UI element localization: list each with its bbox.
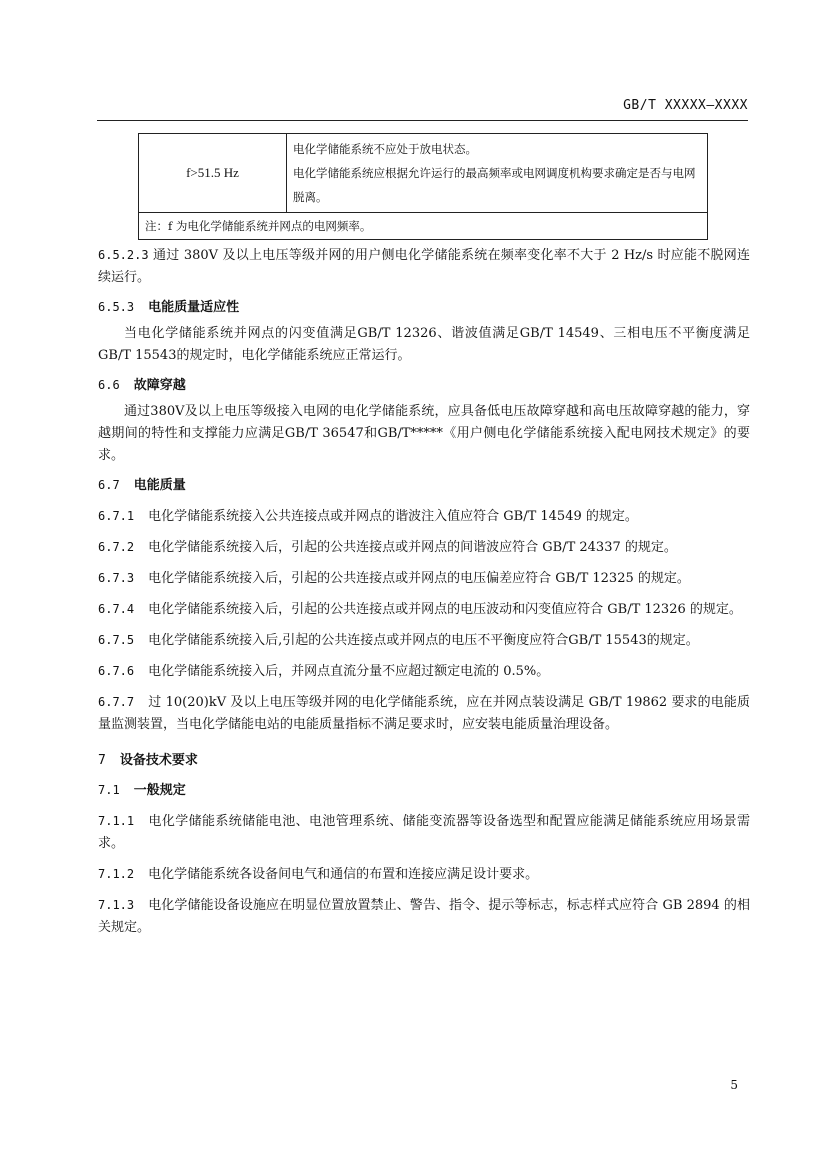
requirement-cell xyxy=(287,134,708,213)
clause-6-7-2 xyxy=(98,536,750,559)
document-body xyxy=(98,244,750,939)
clause-7-1-3 xyxy=(98,894,750,939)
table-row xyxy=(139,134,708,213)
header-rule xyxy=(97,120,748,121)
table-note: 注：f 为电化学储能系统并网点的电网频率。 xyxy=(139,213,708,240)
clause-number: 6.7.5 xyxy=(98,633,135,647)
clause-text: 电化学储能设备设施应在明显位置放置禁止、警告、指令、提示等标志，标志样式应符合 GB 2894 的相关规定。 xyxy=(98,898,750,935)
paragraph-6-5-3: 当电化学储能系统并网点的闪变值满足GB/T 12326、谐波值满足GB/T 14549、三相电压不平衡度满足GB/T 15543的规定时，电化学储能系统应正常运行。 xyxy=(98,326,750,363)
clause-7-1-1 xyxy=(98,810,750,855)
clause-6-7-6 xyxy=(98,660,750,683)
page-number: 5 xyxy=(730,1078,738,1092)
paragraph-6-6: 通过380V及以上电压等级接入电网的电化学储能系统，应具备低电压故障穿越和高电压故障穿越的能力，穿越期间的特性和支撑能力应满足GB/T 36547和GB/T*****《用户侧电化学储能系统接入配电网技术规定》的要求。 xyxy=(98,404,750,463)
clause-6-5-2-3 xyxy=(98,244,750,289)
clause-6-7-1 xyxy=(98,505,750,528)
frequency-requirement-table xyxy=(138,133,708,240)
heading-number: 7.1 xyxy=(98,783,120,797)
clause-text: 电化学储能系统储能电池、电池管理系统、储能变流器等设备选型和配置应能满足储能系统应用场景需求。 xyxy=(98,814,750,851)
heading-title: 设备技术要求 xyxy=(119,753,198,768)
table-note-row xyxy=(139,213,708,240)
clause-text: 电化学储能系统接入公共连接点或并网点的谐波注入值应符合 GB/T 14549 的规定。 xyxy=(148,509,638,524)
clause-number: 6.7.6 xyxy=(98,664,135,678)
clause-6-7-3 xyxy=(98,567,750,590)
clause-number: 6.7.2 xyxy=(98,540,135,554)
heading-7-1 xyxy=(98,779,750,802)
clause-text: 电化学储能系统接入后,引起的公共连接点或并网点的电压不平衡度应符合GB/T 15543的规定。 xyxy=(148,633,699,648)
heading-number: 6.7 xyxy=(98,478,120,492)
clause-number: 7.1.3 xyxy=(98,898,135,912)
heading-number: 6.6 xyxy=(98,378,120,392)
heading-title: 电能质量 xyxy=(133,478,186,493)
heading-6-6 xyxy=(98,374,750,397)
clause-number: 6.7.3 xyxy=(98,571,135,585)
clause-6-7-7 xyxy=(98,691,750,736)
clause-number: 6.7.1 xyxy=(98,509,135,523)
clause-6-7-5 xyxy=(98,629,750,652)
heading-title: 一般规定 xyxy=(133,783,186,798)
clause-number: 6.5.2.3 xyxy=(98,248,149,262)
heading-6-7 xyxy=(98,474,750,497)
clause-text: 电化学储能系统接入后，并网点直流分量不应超过额定电流的 0.5%。 xyxy=(148,664,550,679)
clause-text: 电化学储能系统接入后，引起的公共连接点或并网点的间谐波应符合 GB/T 24337 的规定。 xyxy=(148,540,677,555)
requirement-line: 电化学储能系统不应处于放电状态。 xyxy=(293,142,477,156)
clause-number: 6.7.4 xyxy=(98,602,135,616)
heading-6-5-3 xyxy=(98,296,750,319)
clause-7-1-2 xyxy=(98,863,750,886)
requirement-line: 电化学储能系统应根据允许运行的最高频率或电网调度机构要求确定是否与电网脱离。 xyxy=(293,166,696,204)
clause-number: 6.7.7 xyxy=(98,695,135,709)
clause-text: 电化学储能系统接入后，引起的公共连接点或并网点的电压波动和闪变值应符合 GB/T 12326 的规定。 xyxy=(148,602,742,617)
clause-text: 通过 380V 及以上电压等级并网的用户侧电化学储能系统在频率变化率不大于 2 Hz/s 时应能不脱网连续运行。 xyxy=(98,248,750,285)
heading-number: 6.5.3 xyxy=(98,300,135,314)
heading-number: 7 xyxy=(98,753,106,768)
clause-text: 电化学储能系统接入后，引起的公共连接点或并网点的电压偏差应符合 GB/T 12325 的规定。 xyxy=(148,571,690,586)
clause-text: 电化学储能系统各设备间电气和通信的布置和连接应满足设计要求。 xyxy=(148,867,539,882)
clause-6-7-4 xyxy=(98,598,750,621)
clause-text: 过 10(20)kV 及以上电压等级并网的电化学储能系统，应在并网点装设满足 GB/T 19862 要求的电能质量监测装置，当电化学储能电站的电能质量指标不满足要求时，应安装电能质量治理设备。 xyxy=(98,695,750,732)
heading-title: 电能质量适应性 xyxy=(148,300,240,315)
frequency-condition-cell: f>51.5 Hz xyxy=(139,134,287,213)
document-code: GB/T XXXXX—XXXX xyxy=(623,98,748,113)
clause-number: 7.1.2 xyxy=(98,867,135,881)
heading-title: 故障穿越 xyxy=(133,378,186,393)
clause-number: 7.1.1 xyxy=(98,814,135,828)
heading-7 xyxy=(98,750,750,772)
